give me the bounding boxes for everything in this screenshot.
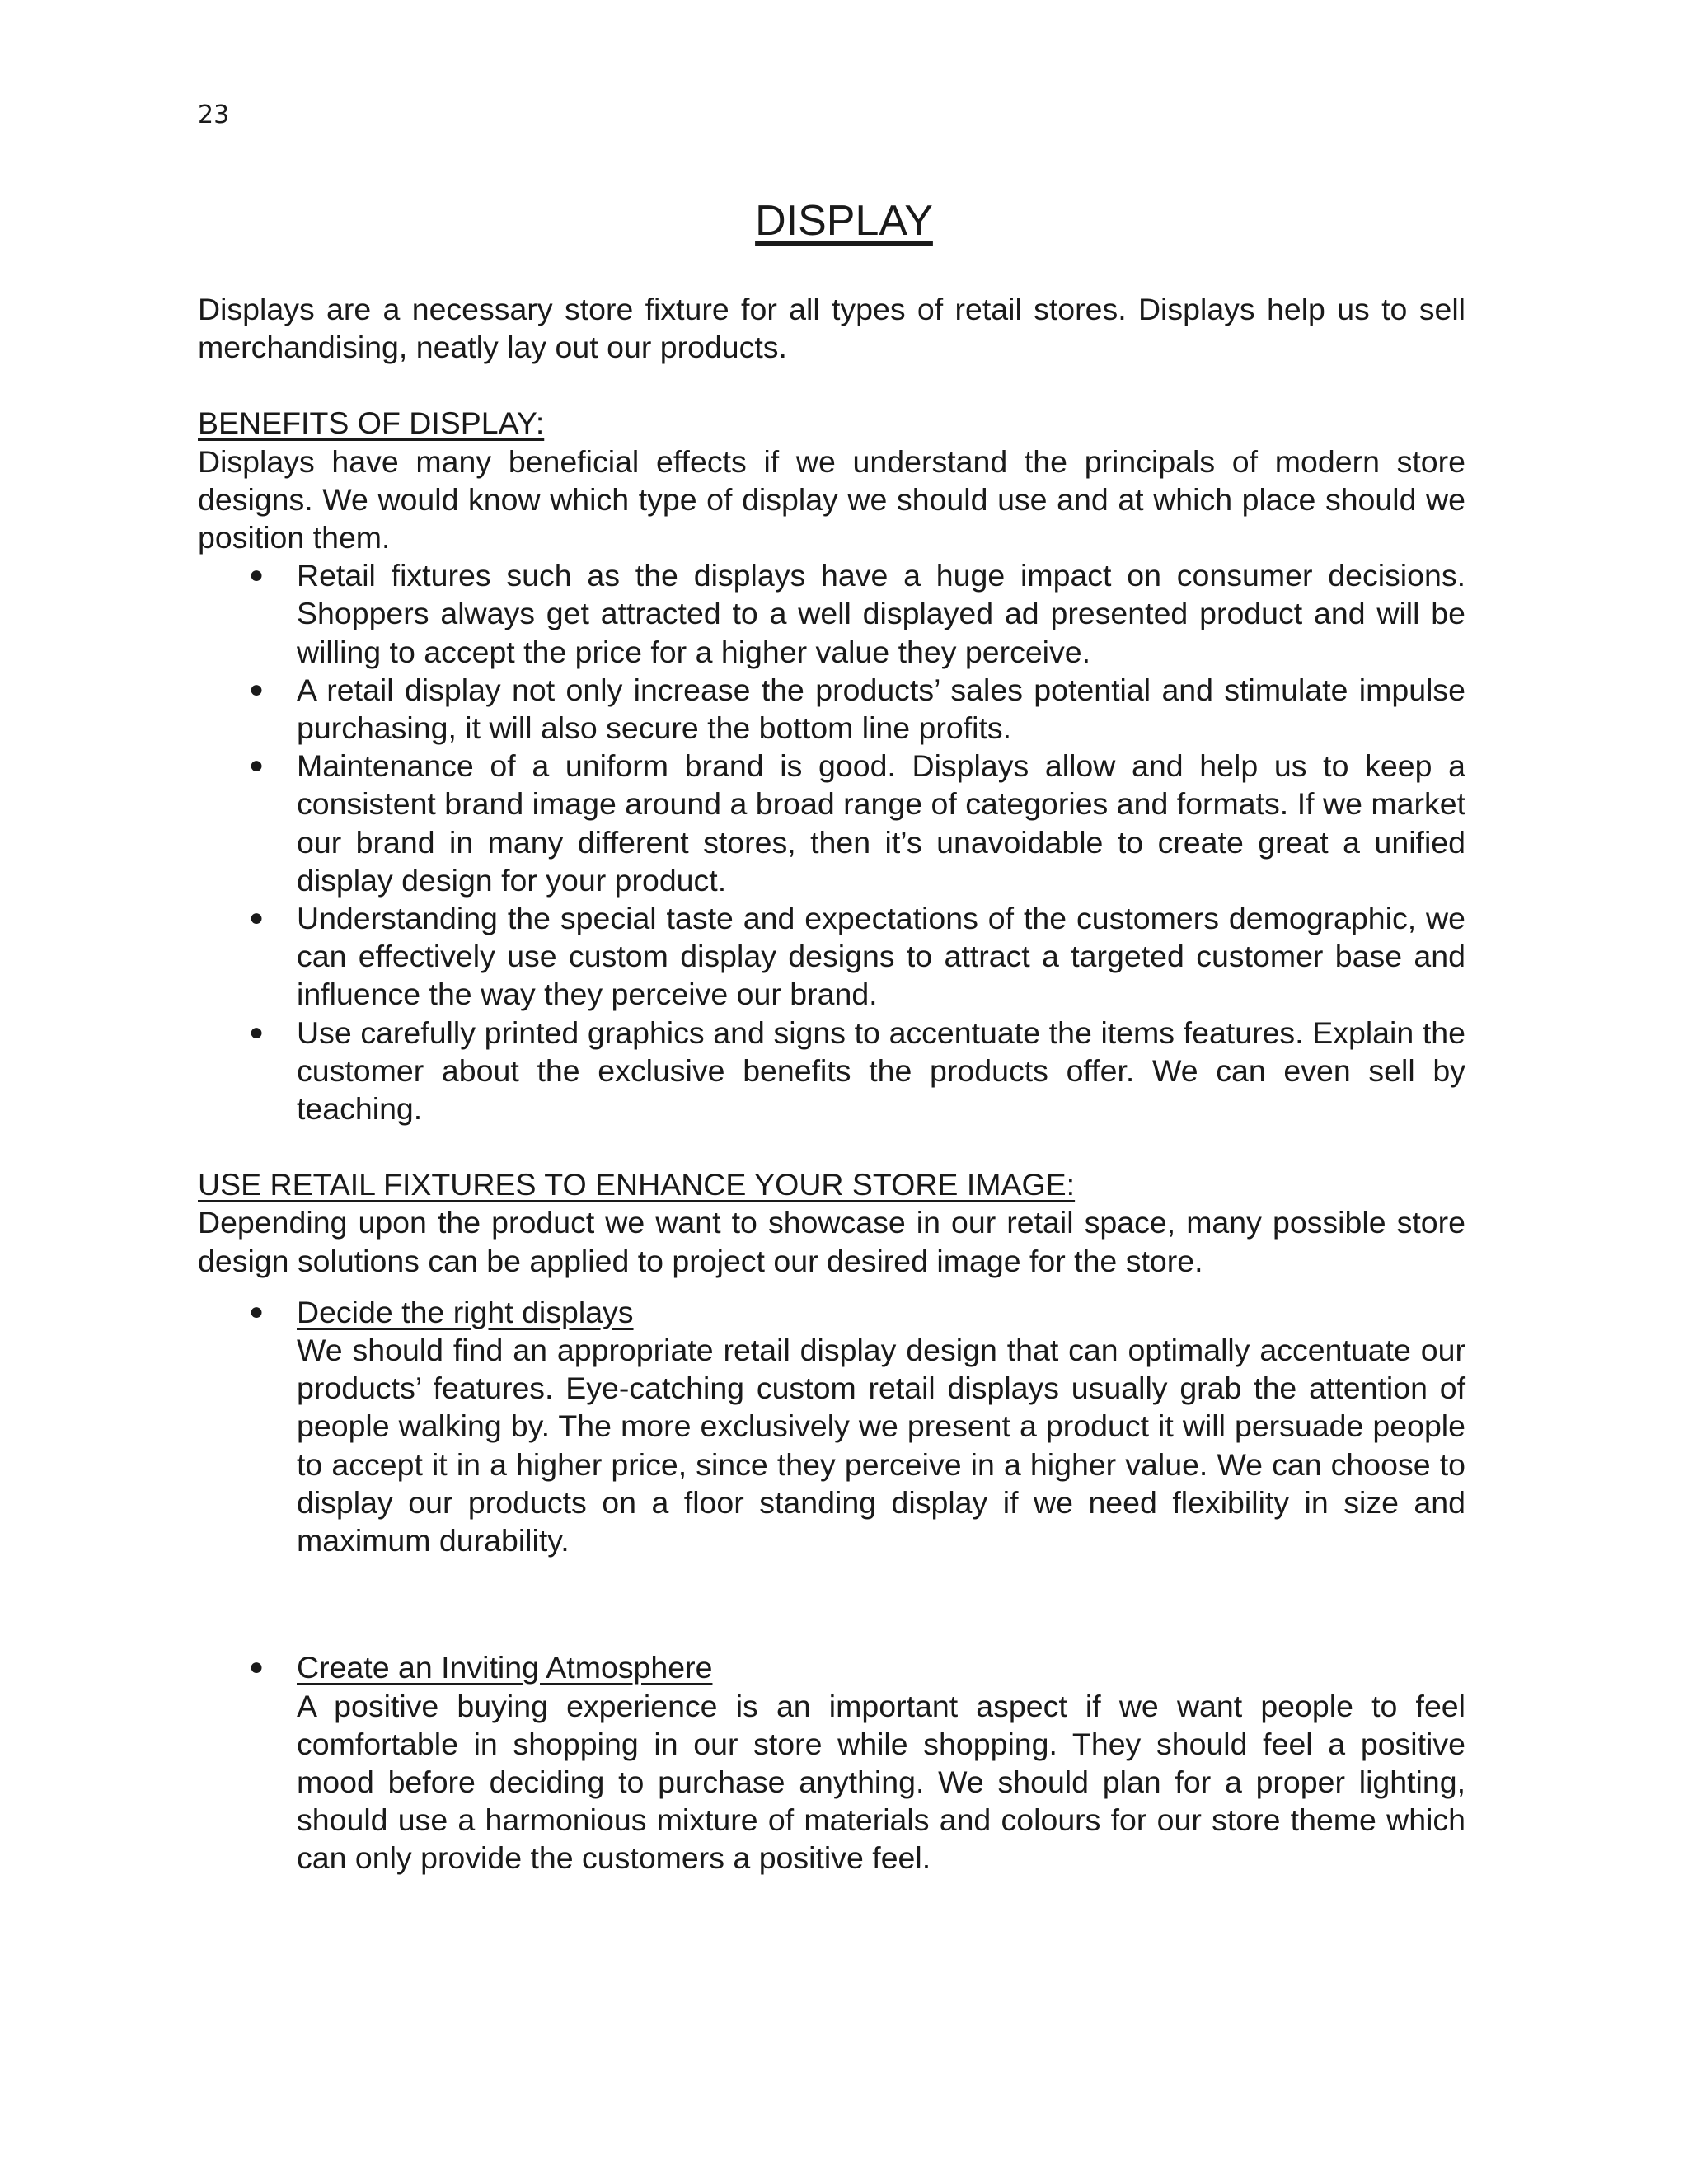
- list-item-text: Understanding the special taste and expectations of the customers demographic, we can effectively use custom display designs to attract a targeted customer base and influence the way they perceive our brand.: [297, 901, 1465, 1012]
- page-number: 23: [198, 101, 230, 129]
- list-item: [198, 1648, 1465, 1877]
- bullet-icon: ●: [249, 1018, 265, 1046]
- list-item: [198, 899, 1465, 1014]
- list-item-text: Retail fixtures such as the displays have a huge impact on consumer decisions. Shoppers always get attracted to a well displayed ad presented product and will be willing to accept the price for a higher value they perceive.: [297, 558, 1465, 669]
- bullet-icon: ●: [249, 1297, 265, 1325]
- benefits-paragraph: Displays have many beneficial effects if we understand the principals of modern store designs. We would know which type of display we should use and at which place should we position them.: [198, 443, 1465, 555]
- list-item: [198, 1014, 1465, 1128]
- bullet-icon: ●: [249, 904, 265, 932]
- benefits-section: [198, 404, 1465, 1127]
- fixtures-section: [198, 1165, 1465, 1877]
- page-content: [198, 290, 1465, 1877]
- list-item-text: A retail display not only increase the products’ sales potential and stimulate impulse purchasing, it will also secure the bottom line profits.: [297, 672, 1465, 746]
- bullet-icon: ●: [249, 752, 265, 780]
- list-item: [198, 747, 1465, 899]
- list-item: [198, 1293, 1465, 1559]
- list-item-title: Create an Inviting Atmosphere: [297, 1650, 713, 1685]
- page-title: DISPLAY: [755, 197, 933, 245]
- list-item-text: We should find an appropriate retail display design that can optimally accentuate our products’ features. Eye-catching custom retail displays usually grab the attention of people walking by. The more exclusively we present a product it will persuade people to accept it in a higher price, since they perceive in a higher value. We can choose to display our products on a floor standing display if we need flexibility in size and maximum durability.: [297, 1333, 1465, 1558]
- list-item-title: Decide the right displays: [297, 1294, 634, 1329]
- intro-paragraph: Displays are a necessary store fixture for all types of retail stores. Displays help us to sell merchandising, neatly lay out our products.: [198, 292, 1465, 365]
- bullet-icon: ●: [249, 1653, 265, 1681]
- list-item-text: A positive buying experience is an important aspect if we want people to feel comfortable in shopping in our store while shopping. They should feel a positive mood before deciding to purchase anything. We should plan for a proper lighting, should use a harmonious mixture of materials and colours for our store theme which can only provide the customers a positive feel.: [297, 1688, 1465, 1876]
- bullet-icon: ●: [249, 561, 265, 589]
- fixtures-heading: USE RETAIL FIXTURES TO ENHANCE YOUR STORE IMAGE:: [198, 1167, 1076, 1202]
- benefits-heading: BENEFITS OF DISPLAY:: [198, 405, 545, 441]
- list-item: [198, 671, 1465, 747]
- list-item-text: Use carefully printed graphics and signs to accentuate the items features. Explain the customer about the exclusive benefits the products offer. We can even sell by teaching.: [297, 1015, 1465, 1127]
- bullet-icon: ●: [249, 675, 265, 703]
- list-item: [198, 556, 1465, 671]
- fixtures-paragraph: Depending upon the product we want to showcase in our retail space, many possible store design solutions can be applied to project our desired image for the store.: [198, 1205, 1465, 1278]
- list-item-text: Maintenance of a uniform brand is good. Displays allow and help us to keep a consistent brand image around a broad range of categories and formats. If we market our brand in many different stores, then it’s unavoidable to create great a unified display design for your product.: [297, 748, 1465, 898]
- fixtures-list: [198, 1293, 1465, 1877]
- benefits-list: [198, 556, 1465, 1127]
